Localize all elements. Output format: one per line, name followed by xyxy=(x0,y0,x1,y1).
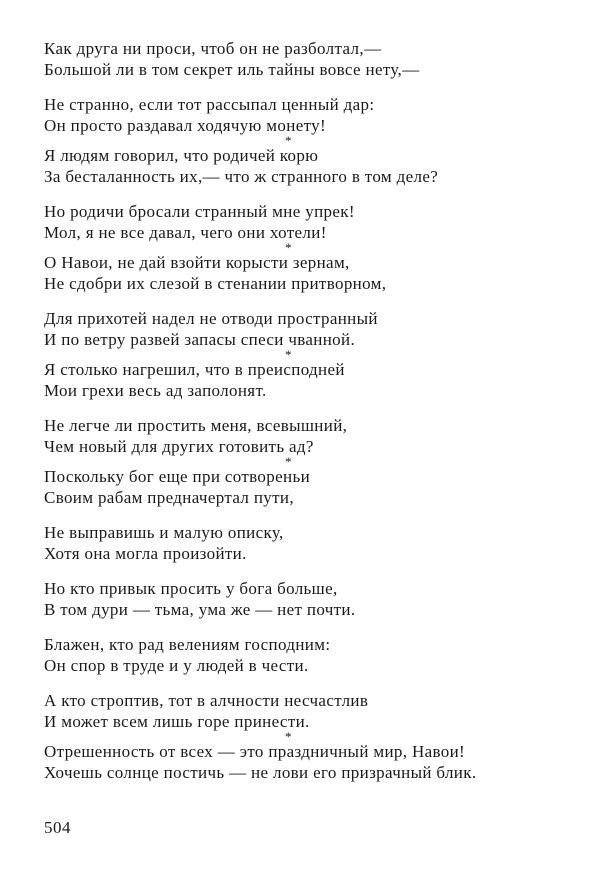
verse-line: Поскольку бог еще при сотвореньи xyxy=(44,467,311,486)
verse-line: Своим рабам предначертал пути, xyxy=(44,488,294,507)
verse-line: О Навои, не дай взойти корысти зернам, xyxy=(44,253,350,272)
verse-line: Но кто привык просить у бога больше, xyxy=(44,579,338,598)
verse-line: Мои грехи весь ад заполонят. xyxy=(44,381,267,400)
verse-line: Я людям говорил, что родичей корю xyxy=(44,146,319,165)
stanza xyxy=(44,690,564,732)
stanza xyxy=(44,201,564,243)
verse-line: Не сдобри их слезой в стенании притворном, xyxy=(44,274,387,293)
asterisk-divider: * xyxy=(285,347,292,362)
verse-line: Мол, я не все давал, чего они хотели! xyxy=(44,223,327,242)
verse-line: Блажен, кто рад велениям господним: xyxy=(44,635,331,654)
stanza xyxy=(44,634,564,676)
verse-line: И по ветру развей запасы спеси чванной. xyxy=(44,330,356,349)
verse-line: Он спор в труде и у людей в чести. xyxy=(44,656,309,675)
verse-line: Не странно, если тот рассыпал ценный дар: xyxy=(44,95,375,114)
verse-line: Отрешенность от всех — это праздничный мир, Навои! xyxy=(44,742,466,761)
verse-line: За бесталанность их,— что ж странного в том деле? xyxy=(44,167,439,186)
asterisk-divider: * xyxy=(285,729,292,744)
verse-line: Как друга ни проси, чтоб он не разболтал,— xyxy=(44,39,382,58)
asterisk-divider: * xyxy=(285,240,292,255)
verse-line: Но родичи бросали странный мне упрек! xyxy=(44,202,355,221)
poem-page xyxy=(44,38,564,783)
asterisk-divider: * xyxy=(285,454,292,469)
verse-line: Не легче ли простить меня, всевышний, xyxy=(44,416,348,435)
stanza xyxy=(44,38,564,80)
stanza xyxy=(44,145,564,187)
verse-line: Большой ли в том секрет иль тайны вовсе нету,— xyxy=(44,60,420,79)
stanza xyxy=(44,252,564,294)
verse-line: Он просто раздавал ходячую монету! xyxy=(44,116,327,135)
verse-line: Не выправишь и малую описку, xyxy=(44,523,284,542)
verse-line: В том дури — тьма, ума же — нет почти. xyxy=(44,600,356,619)
verse-line: Хотя она могла произойти. xyxy=(44,544,247,563)
stanza xyxy=(44,359,564,401)
verse-line: Для прихотей надел не отводи пространный xyxy=(44,309,378,328)
page-number: 504 xyxy=(44,818,71,837)
stanza xyxy=(44,308,564,350)
stanza xyxy=(44,741,564,783)
stanza xyxy=(44,466,564,508)
verse-line: Хочешь солнце постичь — не лови его призрачный блик. xyxy=(44,763,477,782)
asterisk-divider: * xyxy=(285,133,292,148)
stanza xyxy=(44,578,564,620)
verse-line: Чем новый для других готовить ад? xyxy=(44,437,314,456)
verse-line: А кто строптив, тот в алчности несчастлив xyxy=(44,691,369,710)
stanza xyxy=(44,94,564,136)
stanza xyxy=(44,522,564,564)
verse-line: Я столько нагрешил, что в преисподней xyxy=(44,360,345,379)
verse-line: И может всем лишь горе принести. xyxy=(44,712,310,731)
stanza xyxy=(44,415,564,457)
